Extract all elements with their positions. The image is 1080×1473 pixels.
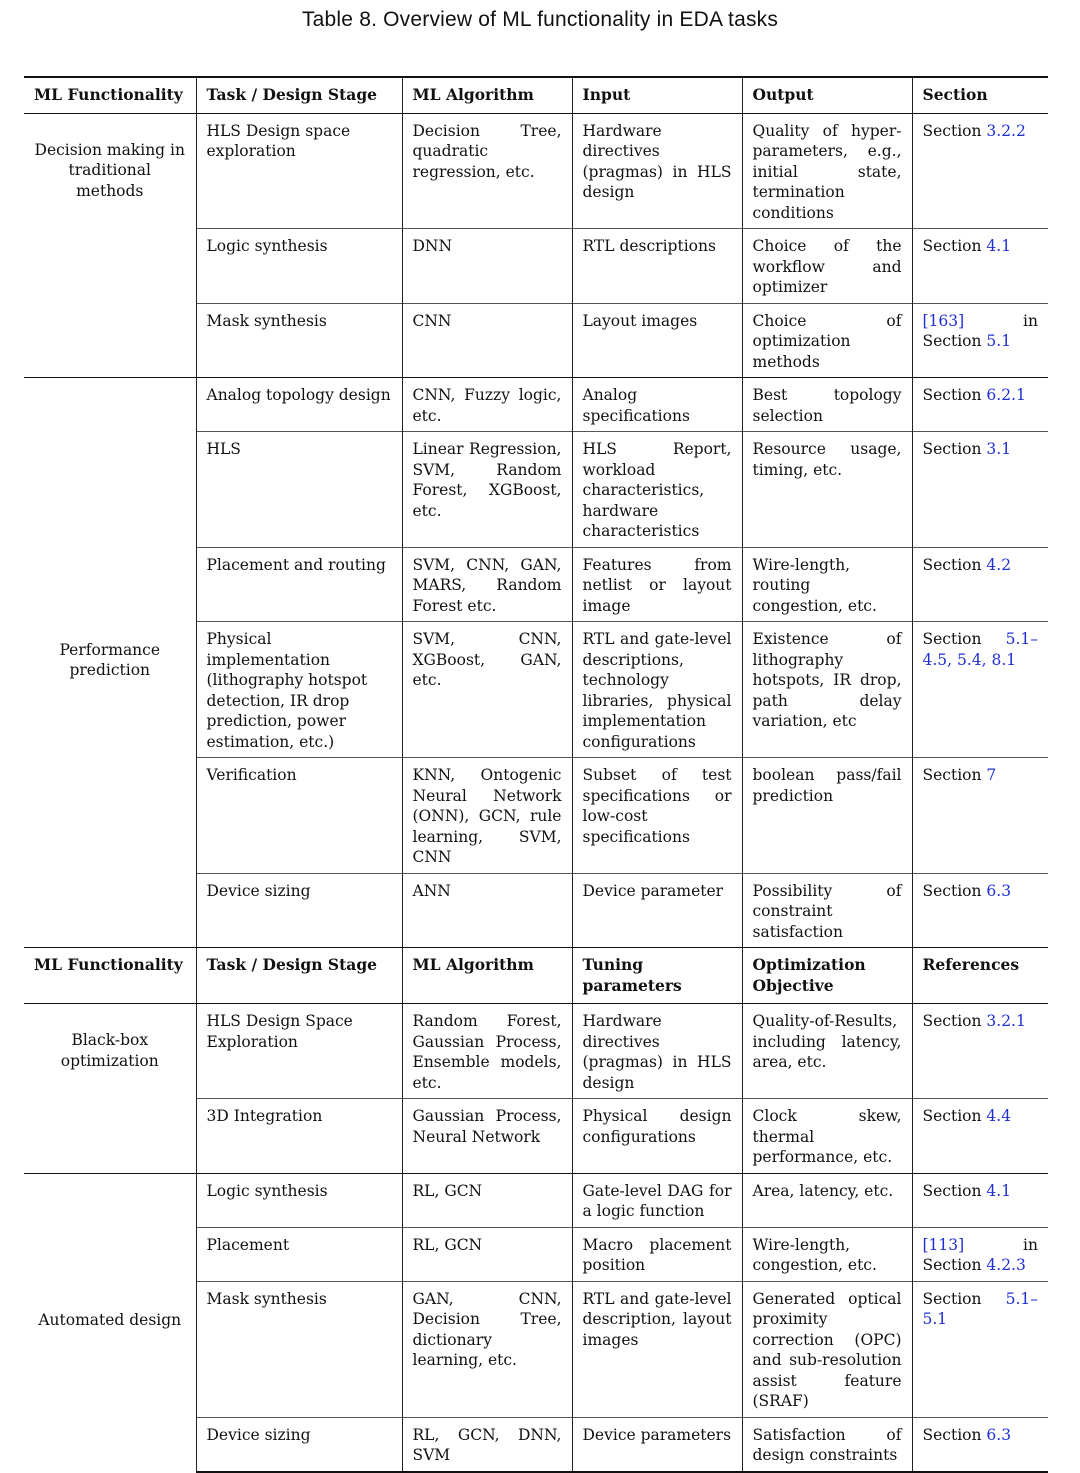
- column-header: Tuning parameters: [572, 948, 742, 1004]
- task-cell: Logic synthesis: [196, 229, 402, 304]
- section-text: in Section: [922, 311, 1038, 350]
- section-link[interactable]: 3.2.1: [986, 1012, 1026, 1030]
- section-cell: [912, 1099, 1048, 1174]
- section-link[interactable]: 5.1–4.5, 5.4, 8.1: [922, 630, 1038, 669]
- section-link[interactable]: 4.2.3: [986, 1256, 1026, 1274]
- section-link[interactable]: 3.1: [986, 440, 1012, 458]
- section-link[interactable]: 7: [986, 766, 997, 784]
- column-header: Optimization Objective: [742, 948, 912, 1004]
- algorithm-cell: CNN, Fuzzy logic, etc.: [402, 378, 572, 432]
- task-cell: Physical implementation (lithography hotspot detection, IR drop prediction, power estimation, etc.): [196, 622, 402, 758]
- algorithm-cell: GAN, CNN, Decision Tree, dictionary learning, etc.: [402, 1281, 572, 1417]
- section-cell: [912, 303, 1048, 378]
- input-cell: Hardware directives (pragmas) in HLS design: [572, 1004, 742, 1099]
- group-label: Automated design: [24, 1173, 196, 1472]
- section-text: Section: [922, 630, 1006, 648]
- task-cell: HLS Design Space Exploration: [196, 1004, 402, 1099]
- output-cell: boolean pass/fail prediction: [742, 758, 912, 874]
- algorithm-cell: RL, GCN, DNN, SVM: [402, 1417, 572, 1472]
- column-header: Task / Design Stage: [196, 948, 402, 1004]
- section-link[interactable]: [113]: [922, 1235, 965, 1254]
- output-cell: Wire-length, congestion, etc.: [742, 1227, 912, 1281]
- output-cell: Generated optical proximity correction (OPC) and sub-resolution assist feature (SRAF): [742, 1281, 912, 1417]
- section-cell: [912, 229, 1048, 304]
- input-cell: Device parameter: [572, 873, 742, 948]
- section-link[interactable]: 4.2: [986, 555, 1012, 574]
- task-cell: HLS: [196, 432, 402, 548]
- section-cell: [912, 547, 1048, 622]
- section-text: in Section: [922, 1235, 1038, 1274]
- output-cell: Area, latency, etc.: [742, 1173, 912, 1227]
- section-link[interactable]: 4.4: [986, 1107, 1012, 1125]
- input-cell: Physical design configurations: [572, 1099, 742, 1174]
- column-header: References: [912, 948, 1048, 1004]
- output-cell: Quality-of-Results, including latency, area, etc.: [742, 1004, 912, 1099]
- algorithm-cell: SVM, CNN, XGBoost, GAN, etc.: [402, 622, 572, 758]
- column-header: Input: [572, 77, 742, 113]
- header-row: [24, 948, 1048, 1004]
- section-link[interactable]: 6.2.1: [986, 386, 1026, 404]
- task-cell: Device sizing: [196, 1417, 402, 1472]
- section-cell: [912, 622, 1048, 758]
- table-body: [24, 77, 1048, 1472]
- section-cell: [912, 1227, 1048, 1281]
- input-cell: Features from netlist or layout image: [572, 547, 742, 622]
- header-row: [24, 77, 1048, 113]
- column-header: ML Algorithm: [402, 77, 572, 113]
- algorithm-cell: DNN: [402, 229, 572, 304]
- input-cell: Hardware directives (pragmas) in HLS design: [572, 113, 742, 229]
- section-link[interactable]: 6.3: [986, 881, 1012, 900]
- output-cell: Resource usage, timing, etc.: [742, 432, 912, 548]
- input-cell: Device parameters: [572, 1417, 742, 1472]
- section-text: Section: [922, 386, 987, 404]
- group-label: Decision making in traditional methods: [24, 113, 196, 378]
- section-text: Section: [922, 1181, 987, 1200]
- section-text: Section: [922, 881, 987, 900]
- section-text: Section: [922, 440, 987, 458]
- table-row: [24, 378, 1048, 432]
- output-cell: Satisfaction of design constraints: [742, 1417, 912, 1472]
- column-header: Output: [742, 77, 912, 113]
- section-link[interactable]: 4.1: [986, 237, 1012, 255]
- output-cell: Clock skew, thermal performance, etc.: [742, 1099, 912, 1174]
- table-row: [24, 1004, 1048, 1099]
- section-cell: [912, 1004, 1048, 1099]
- input-cell: Layout images: [572, 303, 742, 378]
- input-cell: Gate-level DAG for a logic function: [572, 1173, 742, 1227]
- input-cell: RTL and gate-level descriptions, technology libraries, physical implementation configurations: [572, 622, 742, 758]
- column-header: ML Functionality: [24, 77, 196, 113]
- input-cell: HLS Report, workload characteristics, hardware characteristics: [572, 432, 742, 548]
- algorithm-cell: RL, GCN: [402, 1227, 572, 1281]
- section-cell: [912, 1173, 1048, 1227]
- task-cell: Device sizing: [196, 873, 402, 948]
- column-header: Task / Design Stage: [196, 77, 402, 113]
- table-row: [24, 1173, 1048, 1227]
- column-header: Section: [912, 77, 1048, 113]
- table-caption: Table 8. Overview of ML functionality in EDA tasks: [301, 8, 779, 31]
- section-link[interactable]: [163]: [922, 311, 965, 330]
- input-cell: RTL and gate-level description, layout images: [572, 1281, 742, 1417]
- algorithm-cell: CNN: [402, 303, 572, 378]
- section-cell: [912, 1417, 1048, 1472]
- section-cell: [912, 758, 1048, 874]
- output-cell: Wire-length, routing congestion, etc.: [742, 547, 912, 622]
- algorithm-cell: KNN, Ontogenic Neural Network (ONN), GCN, rule learning, SVM, CNN: [402, 758, 572, 874]
- section-text: Section: [922, 1107, 987, 1125]
- ml-eda-table: [24, 76, 1048, 1473]
- column-header: ML Functionality: [24, 948, 196, 1004]
- output-cell: Choice of optimization methods: [742, 303, 912, 378]
- algorithm-cell: Linear Regression, SVM, Random Forest, XGBoost, etc.: [402, 432, 572, 548]
- section-link[interactable]: 5.1: [986, 332, 1012, 350]
- task-cell: HLS Design space exploration: [196, 113, 402, 229]
- group-label: Black-box optimization: [24, 1004, 196, 1174]
- input-cell: Macro placement position: [572, 1227, 742, 1281]
- output-cell: Best topology selection: [742, 378, 912, 432]
- algorithm-cell: Gaussian Process, Neural Network: [402, 1099, 572, 1174]
- section-text: Section: [922, 237, 987, 255]
- algorithm-cell: ANN: [402, 873, 572, 948]
- section-cell: [912, 113, 1048, 229]
- algorithm-cell: SVM, CNN, GAN, MARS, Random Forest etc.: [402, 547, 572, 622]
- task-cell: Mask synthesis: [196, 303, 402, 378]
- group-label: Performance prediction: [24, 378, 196, 948]
- task-cell: 3D Integration: [196, 1099, 402, 1174]
- section-text: Section: [922, 555, 987, 574]
- section-text: Section: [922, 1012, 987, 1030]
- input-cell: Subset of test specifications or low-cost specifications: [572, 758, 742, 874]
- section-link[interactable]: 3.2.2: [986, 121, 1026, 140]
- task-cell: Analog topology design: [196, 378, 402, 432]
- section-cell: [912, 378, 1048, 432]
- section-link[interactable]: 5.1–5.1: [922, 1289, 1038, 1328]
- section-text: Section: [922, 1289, 1006, 1308]
- section-cell: [912, 432, 1048, 548]
- algorithm-cell: Decision Tree, quadratic regression, etc.: [402, 113, 572, 229]
- output-cell: Possibility of constraint satisfaction: [742, 873, 912, 948]
- task-cell: Verification: [196, 758, 402, 874]
- section-cell: [912, 1281, 1048, 1417]
- output-cell: Existence of lithography hotspots, IR drop, path delay variation, etc: [742, 622, 912, 758]
- output-cell: Quality of hyper-parameters, e.g., initial state, termination conditions: [742, 113, 912, 229]
- task-cell: Placement and routing: [196, 547, 402, 622]
- section-link[interactable]: 4.1: [986, 1181, 1012, 1200]
- section-text: Section: [922, 1425, 987, 1444]
- algorithm-cell: RL, GCN: [402, 1173, 572, 1227]
- algorithm-cell: Random Forest, Gaussian Process, Ensemble models, etc.: [402, 1004, 572, 1099]
- section-link[interactable]: 6.3: [986, 1425, 1012, 1444]
- task-cell: Logic synthesis: [196, 1173, 402, 1227]
- task-cell: Mask synthesis: [196, 1281, 402, 1417]
- table-row: [24, 113, 1048, 229]
- section-cell: [912, 873, 1048, 948]
- column-header: ML Algorithm: [402, 948, 572, 1004]
- task-cell: Placement: [196, 1227, 402, 1281]
- input-cell: RTL descriptions: [572, 229, 742, 304]
- section-text: Section: [922, 121, 987, 140]
- output-cell: Choice of the workflow and optimizer: [742, 229, 912, 304]
- section-text: Section: [922, 766, 987, 784]
- input-cell: Analog specifications: [572, 378, 742, 432]
